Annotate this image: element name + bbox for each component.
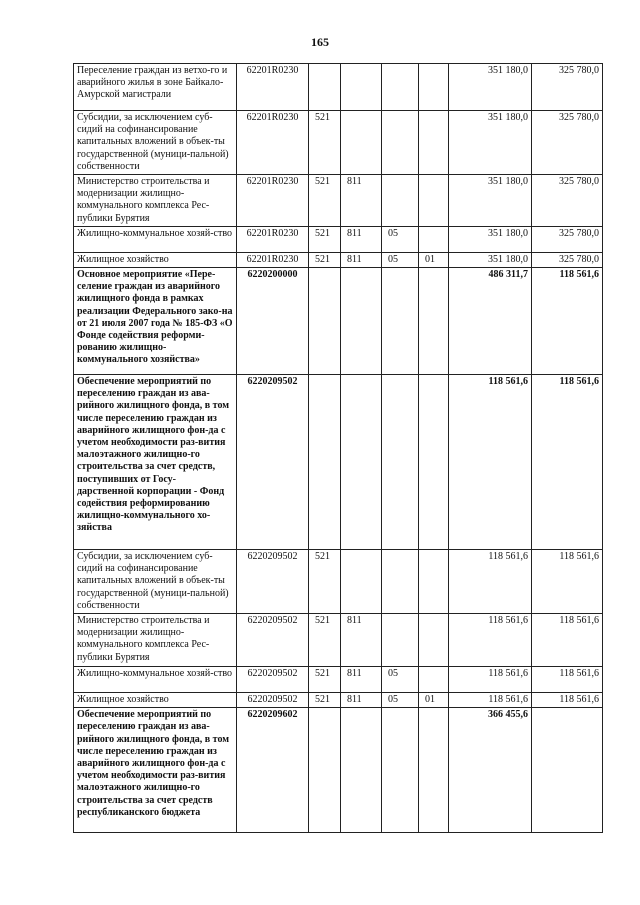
- ministry-code-cell: [341, 708, 382, 833]
- ministry-code-cell: 811: [341, 226, 382, 252]
- ministry-code-cell: 811: [341, 252, 382, 267]
- ministry-code-cell: [341, 111, 382, 175]
- row-name-cell: Жилищно-коммунальное хозяй-ство: [74, 226, 237, 252]
- table-row: [74, 226, 603, 252]
- subsection-cell: [419, 226, 449, 252]
- amount-2-cell: 118 561,6: [532, 693, 603, 708]
- ministry-code-cell: [341, 268, 382, 375]
- amount-1-cell: 118 561,6: [449, 693, 532, 708]
- amount-1-cell: 351 180,0: [449, 226, 532, 252]
- row-name-cell: Жилищно-коммунальное хозяй-ство: [74, 667, 237, 693]
- subsection-cell: [419, 375, 449, 550]
- table-row: [74, 614, 603, 667]
- table-row: [74, 693, 603, 708]
- target-code-cell: 6220209502: [237, 614, 309, 667]
- amount-2-cell: [532, 708, 603, 833]
- table-row: [74, 252, 603, 267]
- amount-1-cell: 118 561,6: [449, 667, 532, 693]
- amount-2-cell: 325 780,0: [532, 252, 603, 267]
- page-number: 165: [311, 35, 329, 49]
- ministry-code-cell: [341, 550, 382, 614]
- target-code-cell: 6220209602: [237, 708, 309, 833]
- section-cell: [382, 175, 419, 227]
- expense-type-cell: 521: [309, 550, 341, 614]
- amount-1-cell: 118 561,6: [449, 550, 532, 614]
- row-name-cell: Жилищное хозяйство: [74, 693, 237, 708]
- section-cell: [382, 614, 419, 667]
- amount-2-cell: 118 561,6: [532, 667, 603, 693]
- table-row: [74, 708, 603, 833]
- expense-type-cell: [309, 64, 341, 111]
- subsection-cell: [419, 175, 449, 227]
- target-code-cell: 6220200000: [237, 268, 309, 375]
- target-code-cell: 6220209502: [237, 667, 309, 693]
- subsection-cell: 01: [419, 693, 449, 708]
- section-cell: 05: [382, 252, 419, 267]
- table-row: [74, 667, 603, 693]
- section-cell: [382, 708, 419, 833]
- expense-type-cell: 521: [309, 226, 341, 252]
- budget-table: [73, 63, 603, 833]
- subsection-cell: [419, 268, 449, 375]
- target-code-cell: 6220209502: [237, 550, 309, 614]
- section-cell: [382, 268, 419, 375]
- table-row: [74, 375, 603, 550]
- section-cell: 05: [382, 693, 419, 708]
- amount-1-cell: 351 180,0: [449, 175, 532, 227]
- amount-1-cell: 118 561,6: [449, 614, 532, 667]
- ministry-code-cell: [341, 64, 382, 111]
- subsection-cell: [419, 550, 449, 614]
- expense-type-cell: 521: [309, 175, 341, 227]
- target-code-cell: 6220209502: [237, 693, 309, 708]
- subsection-cell: 01: [419, 252, 449, 267]
- expense-type-cell: 521: [309, 252, 341, 267]
- table-row: [74, 550, 603, 614]
- amount-1-cell: 351 180,0: [449, 64, 532, 111]
- table-row: [74, 111, 603, 175]
- amount-1-cell: 351 180,0: [449, 252, 532, 267]
- expense-type-cell: 521: [309, 614, 341, 667]
- expense-type-cell: 521: [309, 111, 341, 175]
- ministry-code-cell: 811: [341, 693, 382, 708]
- row-name-cell: Обеспечение мероприятий по переселению граждан из ава-рийного жилищного фонда, в том числе переселению граждан из аварийного жилищного фон-да с учетом необходимости раз-вития малоэтажного жилищно-го строительства за счет средств республиканского бюджета: [74, 708, 237, 833]
- subsection-cell: [419, 614, 449, 667]
- section-cell: 05: [382, 226, 419, 252]
- expense-type-cell: [309, 375, 341, 550]
- expense-type-cell: 521: [309, 693, 341, 708]
- amount-1-cell: 351 180,0: [449, 111, 532, 175]
- amount-2-cell: 325 780,0: [532, 64, 603, 111]
- amount-1-cell: 118 561,6: [449, 375, 532, 550]
- amount-2-cell: 325 780,0: [532, 111, 603, 175]
- target-code-cell: 6220209502: [237, 375, 309, 550]
- section-cell: [382, 375, 419, 550]
- table-row: [74, 175, 603, 227]
- amount-2-cell: 325 780,0: [532, 175, 603, 227]
- table-row: [74, 268, 603, 375]
- ministry-code-cell: 811: [341, 667, 382, 693]
- expense-type-cell: 521: [309, 667, 341, 693]
- ministry-code-cell: [341, 375, 382, 550]
- row-name-cell: Обеспечение мероприятий по переселению граждан из ава-рийного жилищного фонда, в том числе переселению граждан из аварийного жилищного фон-да с учетом необходимости раз-вития малоэтажного жилищно-го строительства за счет средств, поступивших от Госу-дарственной корпорации - Фонд содействия реформированию жилищно-коммунального хо-зяйства: [74, 375, 237, 550]
- target-code-cell: 62201R0230: [237, 64, 309, 111]
- amount-1-cell: 366 455,6: [449, 708, 532, 833]
- amount-1-cell: 486 311,7: [449, 268, 532, 375]
- ministry-code-cell: 811: [341, 614, 382, 667]
- amount-2-cell: 118 561,6: [532, 375, 603, 550]
- amount-2-cell: 118 561,6: [532, 614, 603, 667]
- row-name-cell: Министерство строительства и модернизации жилищно-коммунального комплекса Рес-публики Бурятия: [74, 614, 237, 667]
- amount-2-cell: 118 561,6: [532, 268, 603, 375]
- target-code-cell: 62201R0230: [237, 175, 309, 227]
- expense-type-cell: [309, 708, 341, 833]
- row-name-cell: Переселение граждан из ветхо-го и аварийного жилья в зоне Байкало-Амурской магистрали: [74, 64, 237, 111]
- row-name-cell: Субсидии, за исключением суб-сидий на софинансирование капитальных вложений в объек-ты государственной (муници-пальной) собственности: [74, 550, 237, 614]
- subsection-cell: [419, 708, 449, 833]
- section-cell: [382, 111, 419, 175]
- amount-2-cell: 325 780,0: [532, 226, 603, 252]
- row-name-cell: Субсидии, за исключением суб-сидий на софинансирование капитальных вложений в объек-ты государственной (муници-пальной) собственности: [74, 111, 237, 175]
- section-cell: [382, 64, 419, 111]
- table-row: [74, 64, 603, 111]
- row-name-cell: Жилищное хозяйство: [74, 252, 237, 267]
- row-name-cell: Основное мероприятие «Пере-селение граждан из аварийного жилищного фонда в рамках реализации Федерального зако-на от 21 июля 2007 года № 185-ФЗ «О Фонде содействия реформи-рованию жилищно-коммунального хозяйства»: [74, 268, 237, 375]
- ministry-code-cell: 811: [341, 175, 382, 227]
- row-name-cell: Министерство строительства и модернизации жилищно-коммунального комплекса Рес-публики Бурятия: [74, 175, 237, 227]
- subsection-cell: [419, 64, 449, 111]
- expense-type-cell: [309, 268, 341, 375]
- target-code-cell: 62201R0230: [237, 252, 309, 267]
- amount-2-cell: 118 561,6: [532, 550, 603, 614]
- section-cell: 05: [382, 667, 419, 693]
- target-code-cell: 62201R0230: [237, 111, 309, 175]
- section-cell: [382, 550, 419, 614]
- subsection-cell: [419, 111, 449, 175]
- subsection-cell: [419, 667, 449, 693]
- target-code-cell: 62201R0230: [237, 226, 309, 252]
